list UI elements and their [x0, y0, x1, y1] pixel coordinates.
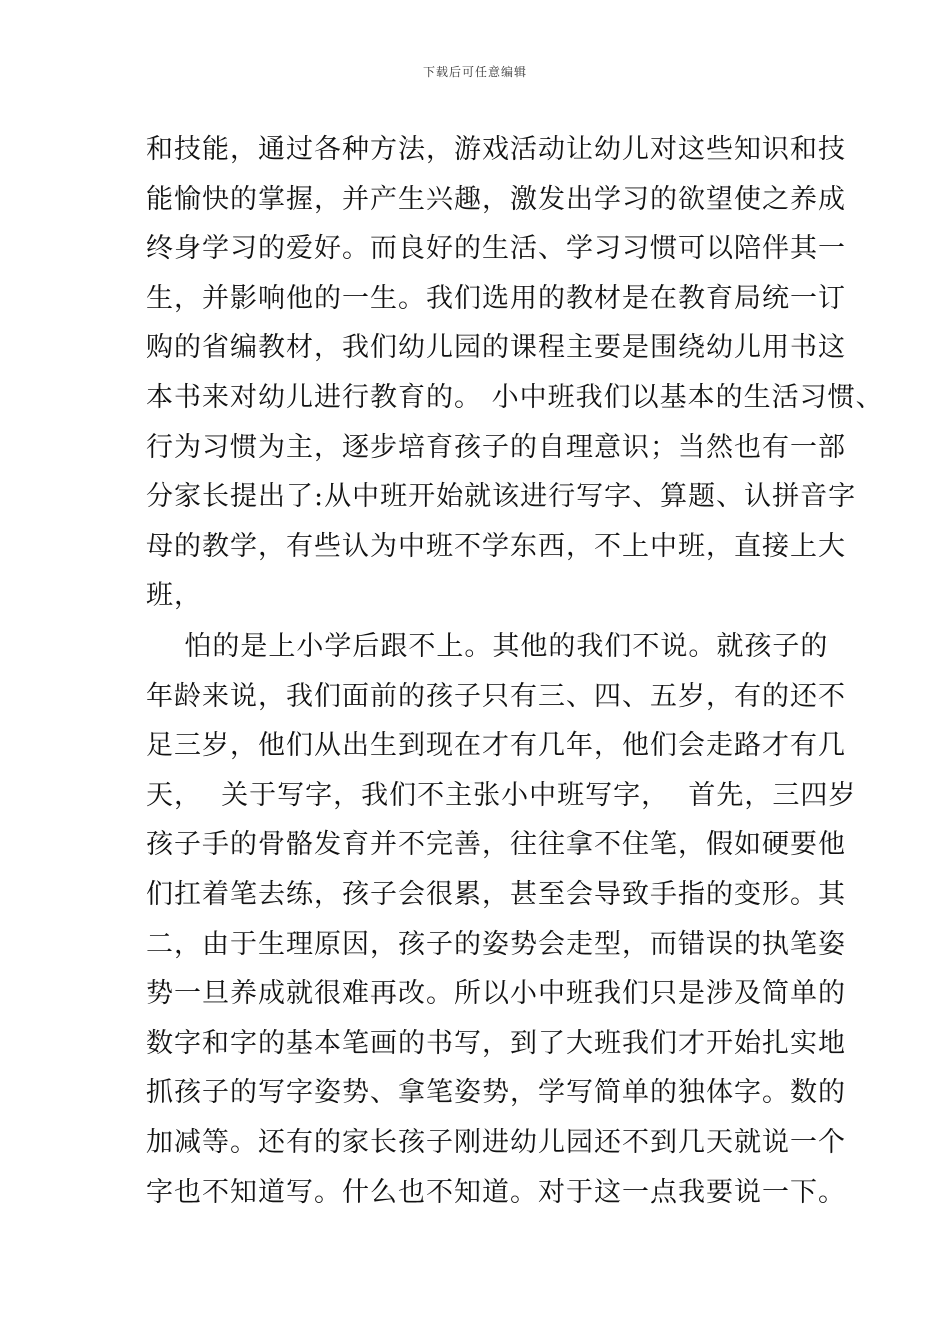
- paragraph-2: [146, 622, 857, 1217]
- text-line: 怕的是上小学后跟不上。其他的我们不说。就孩子的: [146, 631, 829, 662]
- header-watermark: 下载后可任意编辑: [422, 65, 527, 79]
- text-line: 生，并影响他的一生。我们选用的教材是在教育局统一订: [146, 282, 846, 314]
- text-line: 足三岁，他们从出生到现在才有几年，他们会走路才有几: [146, 730, 846, 762]
- text-line: 母的教学，有些认为中班不学东西，不上中班，直接上大: [146, 530, 846, 562]
- text-line: 年龄来说，我们面前的孩子只有三、四、五岁，有的还不: [146, 680, 846, 712]
- text-line: 行为习惯为主，逐步培育孩子的自理意识；当然也有一部: [146, 431, 846, 463]
- text-line: 天， 关于写字，我们不主张小中班写字， 首先，三四岁: [146, 779, 857, 811]
- text-line: 孩子手的骨骼发育并不完善，往往拿不住笔，假如硬要他: [146, 829, 846, 861]
- paragraph-1: [146, 125, 884, 621]
- text-line: 们扛着笔去练，孩子会很累，甚至会导致手指的变形。其: [146, 878, 846, 910]
- text-line: 抓孩子的写字姿势、拿笔姿势，学写简单的独体字。数的: [146, 1077, 846, 1109]
- text-line: 和技能，通过各种方法，游戏活动让幼儿对这些知识和技: [146, 134, 846, 165]
- text-line: 二，由于生理原因，孩子的姿势会走型，而错误的执笔姿: [146, 928, 846, 960]
- text-line: 势一旦养成就很难再改。所以小中班我们只是涉及简单的: [146, 978, 846, 1010]
- text-line: 分家长提出了:从中班开始就该进行写字、算题、认拼音字: [146, 481, 857, 513]
- text-line: 字也不知道写。什么也不知道。对于这一点我要说一下。: [146, 1176, 846, 1208]
- text-line: 购的省编教材，我们幼儿园的课程主要是围绕幼儿用书这: [146, 332, 846, 364]
- text-line: 班，: [146, 580, 202, 612]
- text-line: 本书来对幼儿进行教育的。 小中班我们以基本的生活习惯、: [146, 381, 884, 413]
- text-line: 加减等。还有的家长孩子刚进幼儿园还不到几天就说一个: [146, 1126, 846, 1158]
- text-line: 能愉快的掌握，并产生兴趣，激发出学习的欲望使之养成: [146, 183, 846, 215]
- text-line: 终身学习的爱好。而良好的生活、学习习惯可以陪伴其一: [146, 233, 846, 265]
- text-line: 数字和字的基本笔画的书写，到了大班我们才开始扎实地: [146, 1027, 846, 1059]
